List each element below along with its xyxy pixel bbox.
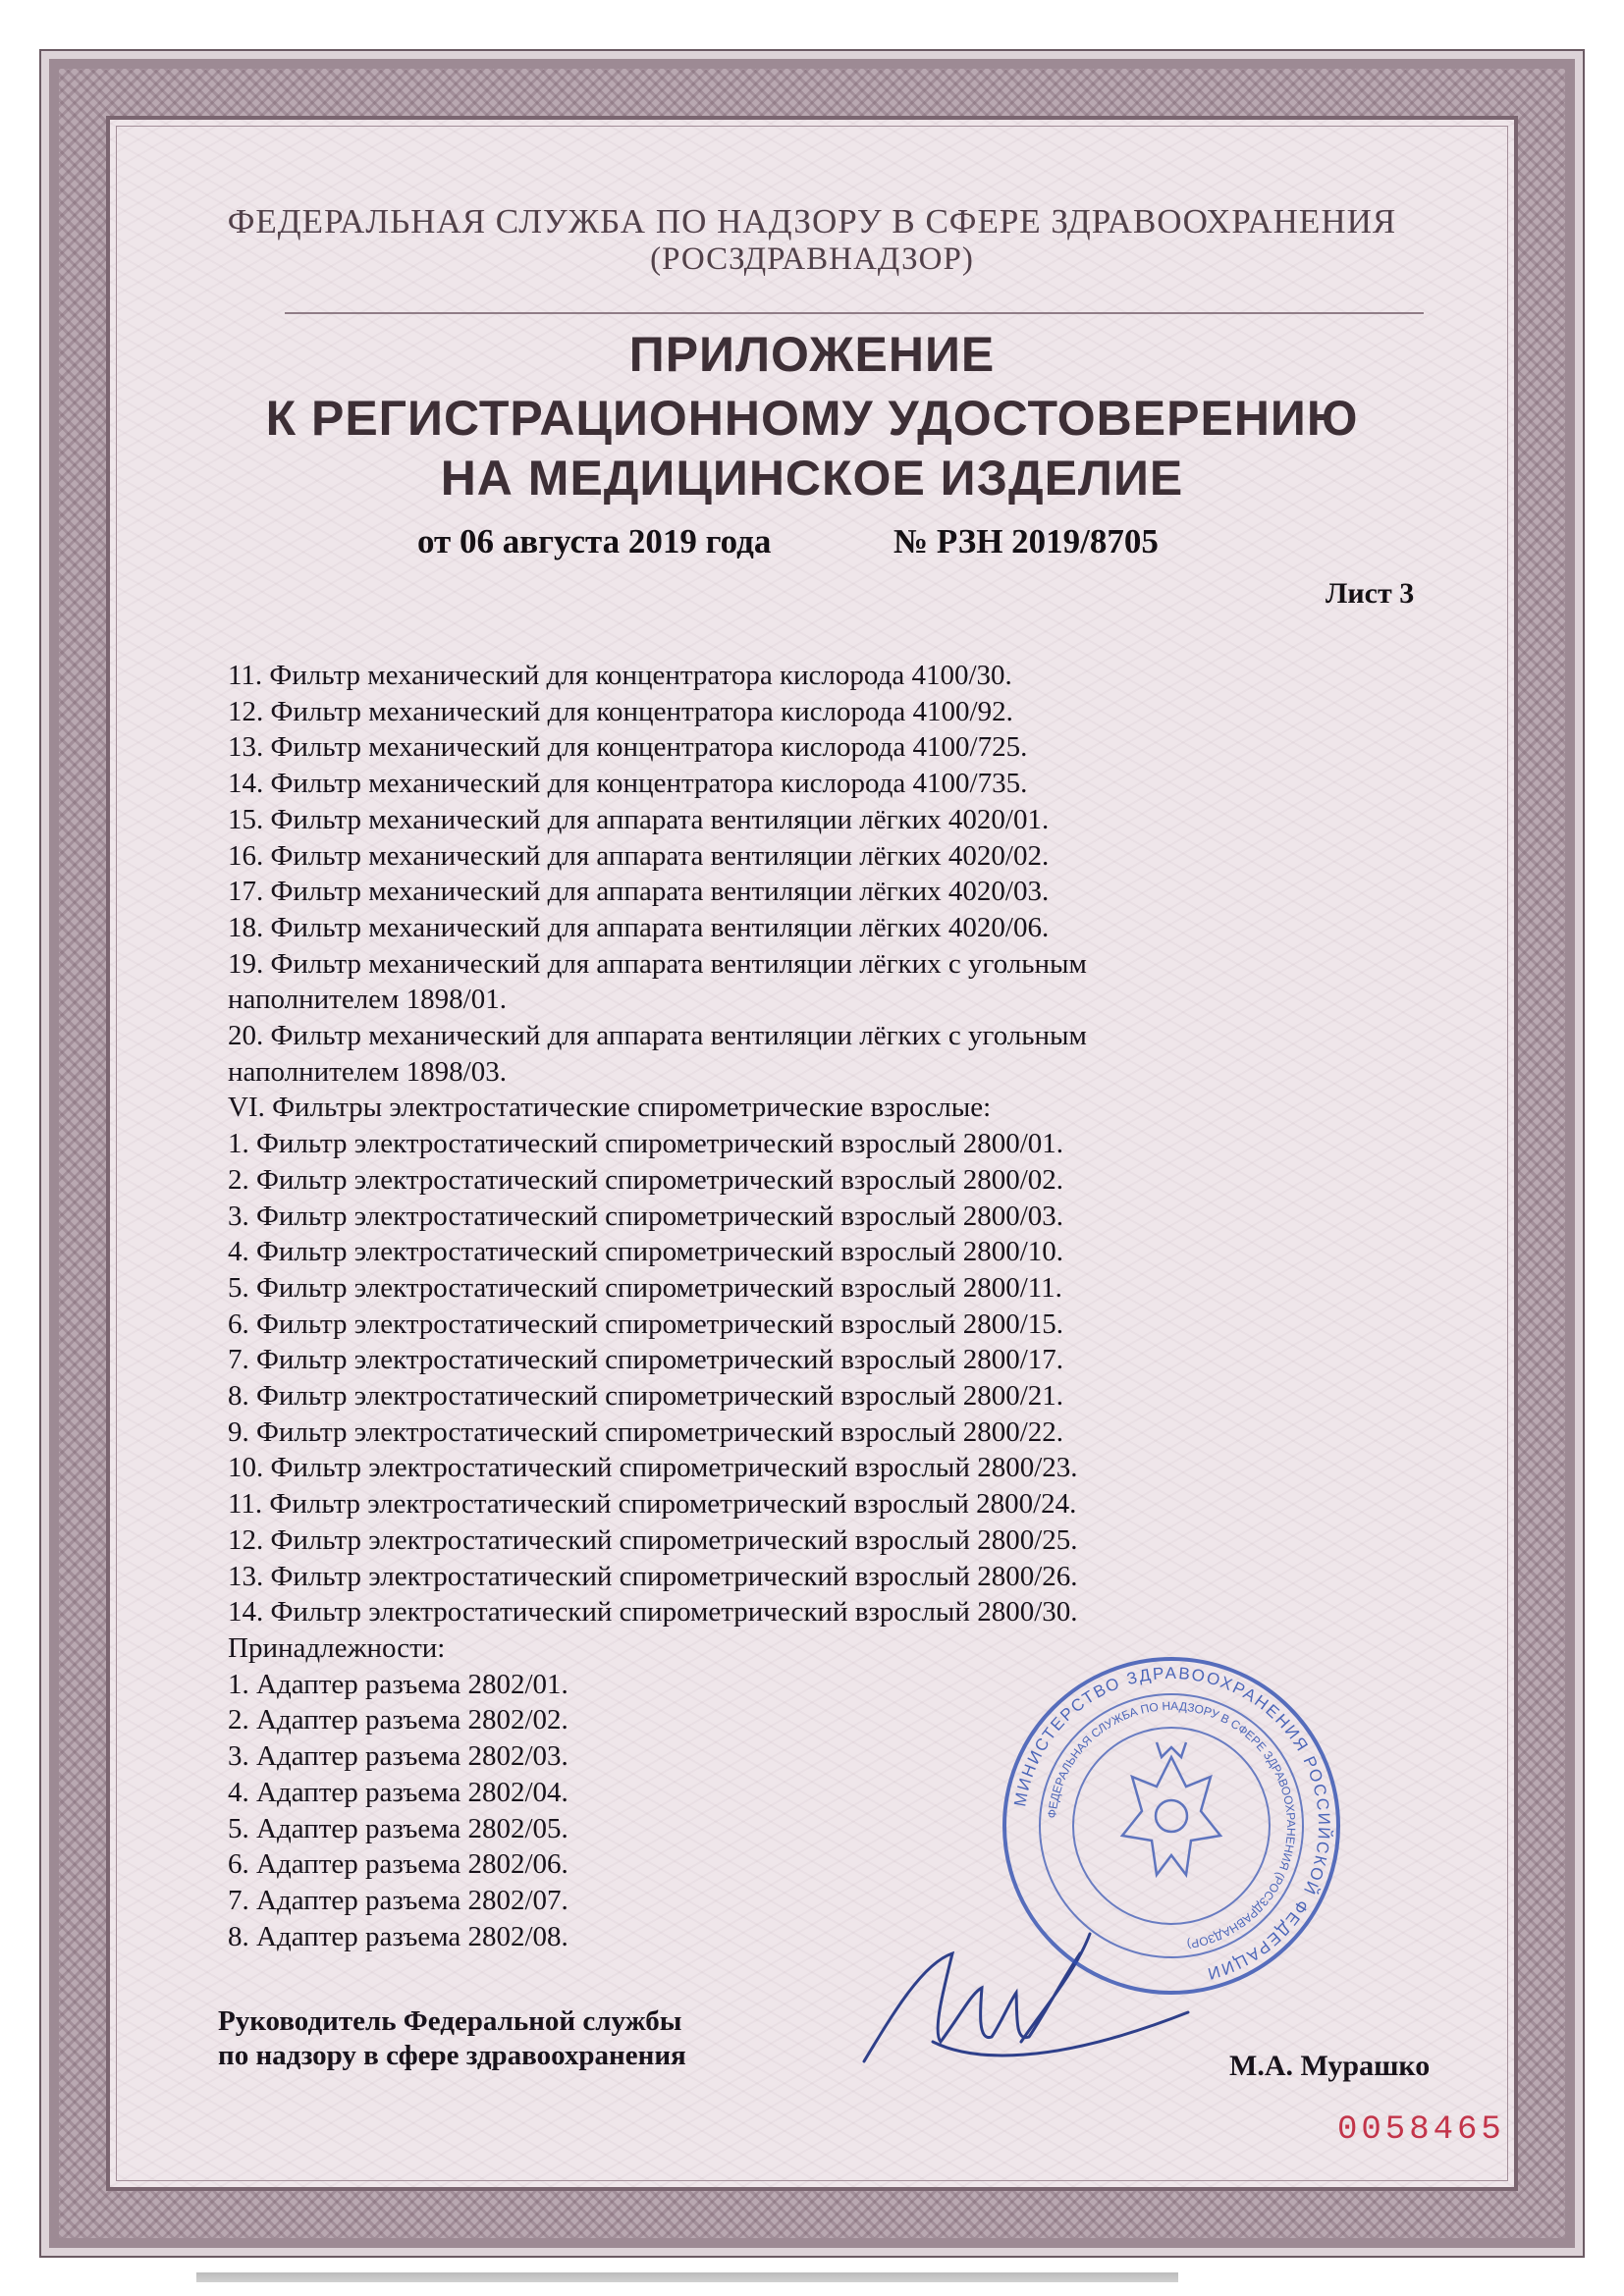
registration-date: от 06 августа 2019 года bbox=[417, 522, 772, 561]
list-item: 7. Фильтр электростатический спирометрический взрослый 2800/17. bbox=[228, 1344, 1063, 1376]
list-item: 6. Фильтр электростатический спирометрический взрослый 2800/15. bbox=[228, 1308, 1063, 1340]
list-item: 14. Фильтр механический для концентратора кислорода 4100/735. bbox=[228, 768, 1028, 800]
list-item: 1. Адаптер разъема 2802/01. bbox=[228, 1668, 568, 1700]
list-item: 8. Адаптер разъема 2802/08. bbox=[228, 1920, 568, 1952]
official-seal bbox=[995, 1649, 1348, 2002]
list-item: 12. Фильтр механический для концентратора кислорода 4100/92. bbox=[228, 695, 1013, 727]
svg-text:МИНИСТЕРСТВО ЗДРАВООХРАНЕНИЯ Р: МИНИСТЕРСТВО ЗДРАВООХРАНЕНИЯ РОССИЙСКОЙ ФЕДЕРАЦИИ bbox=[1010, 1663, 1334, 1984]
list-item: 1. Фильтр электростатический спирометрический взрослый 2800/01. bbox=[228, 1128, 1063, 1160]
list-item: 15. Фильтр механический для аппарата вентиляции лёгких 4020/01. bbox=[228, 803, 1050, 835]
scan-artifact bbox=[196, 2272, 1178, 2282]
list-item: 13. Фильтр электростатический спирометрический взрослый 2800/26. bbox=[228, 1560, 1078, 1592]
signer-position bbox=[218, 2004, 686, 2073]
agency-abbreviation: (РОСЗДРАВНАДЗОР) bbox=[650, 241, 974, 277]
svg-text:ФЕДЕРАЛЬНАЯ СЛУЖБА ПО НАДЗОРУ: ФЕДЕРАЛЬНАЯ СЛУЖБА ПО НАДЗОРУ В СФЕРЕ ЗДРАВООХРАНЕНИЯ (РОСЗДРАВНАДЗОР) bbox=[1045, 1698, 1299, 1951]
sheet-number: Лист 3 bbox=[1326, 577, 1415, 610]
list-item: 18. Фильтр механический для аппарата вентиляции лёгких 4020/06. bbox=[228, 911, 1050, 943]
list-item: 17. Фильтр механический для аппарата вентиляции лёгких 4020/03. bbox=[228, 876, 1050, 908]
list-item: 10. Фильтр электростатический спирометрический взрослый 2800/23. bbox=[228, 1452, 1078, 1484]
list-item: 8. Фильтр электростатический спирометрический взрослый 2800/21. bbox=[228, 1380, 1063, 1413]
list-item: Принадлежности: bbox=[228, 1631, 446, 1664]
list-item: 12. Фильтр электростатический спирометрический взрослый 2800/25. bbox=[228, 1523, 1078, 1556]
list-item: 4. Фильтр электростатический спирометрический взрослый 2800/10. bbox=[228, 1236, 1063, 1268]
list-item: 3. Адаптер разъема 2802/03. bbox=[228, 1740, 568, 1773]
document-title-line-2: К РЕГИСТРАЦИОННОМУ УДОСТОВЕРЕНИЮ bbox=[265, 391, 1359, 446]
list-item: 11. Фильтр электростатический спирометрический взрослый 2800/24. bbox=[228, 1488, 1077, 1521]
list-item: 11. Фильтр механический для концентратора кислорода 4100/30. bbox=[228, 660, 1012, 691]
list-item: 13. Фильтр механический для концентратора кислорода 4100/725. bbox=[228, 731, 1028, 764]
registration-number: № РЗН 2019/8705 bbox=[893, 522, 1159, 561]
list-item: 6. Адаптер разъема 2802/06. bbox=[228, 1848, 568, 1881]
list-item: 20. Фильтр механический для аппарата вентиляции лёгких с угольным bbox=[228, 1020, 1087, 1052]
document-title-line-1: ПРИЛОЖЕНИЕ bbox=[628, 327, 996, 382]
list-item: 5. Адаптер разъема 2802/05. bbox=[228, 1812, 568, 1844]
list-item: 7. Адаптер разъема 2802/07. bbox=[228, 1884, 568, 1916]
agency-name: ФЕДЕРАЛЬНАЯ СЛУЖБА ПО НАДЗОРУ В СФЕРЕ ЗДРАВООХРАНЕНИЯ bbox=[227, 202, 1397, 240]
list-item: наполнителем 1898/03. bbox=[228, 1055, 507, 1088]
signer-position-line-1: Руководитель Федеральной службы bbox=[218, 2005, 682, 2037]
header-divider bbox=[285, 312, 1424, 314]
signer-position-line-2: по надзору в сфере здравоохранения bbox=[218, 2040, 686, 2071]
document-title-line-3: НА МЕДИЦИНСКОЕ ИЗДЕЛИЕ bbox=[440, 451, 1184, 506]
list-item: VI. Фильтры электростатические спирометрические взрослые: bbox=[228, 1092, 992, 1124]
list-item: 9. Фильтр электростатический спирометрический взрослый 2800/22. bbox=[228, 1415, 1063, 1448]
list-item: 14. Фильтр электростатический спирометрический взрослый 2800/30. bbox=[228, 1596, 1078, 1629]
list-item: 5. Фильтр электростатический спирометрический взрослый 2800/11. bbox=[228, 1271, 1062, 1304]
list-item: 19. Фильтр механический для аппарата вентиляции лёгких с угольным bbox=[228, 947, 1087, 980]
list-item: 2. Фильтр электростатический спирометрический взрослый 2800/02. bbox=[228, 1163, 1063, 1196]
list-item: наполнителем 1898/01. bbox=[228, 984, 507, 1016]
signer-name: М.А. Мурашко bbox=[1229, 2050, 1431, 2082]
list-item: 16. Фильтр механический для аппарата вентиляции лёгких 4020/02. bbox=[228, 839, 1050, 872]
list-item: 3. Фильтр электростатический спирометрический взрослый 2800/03. bbox=[228, 1200, 1063, 1232]
serial-number: 0058465 bbox=[1337, 2111, 1505, 2149]
list-item: 2. Адаптер разъема 2802/02. bbox=[228, 1704, 568, 1736]
list-item: 4. Адаптер разъема 2802/04. bbox=[228, 1776, 568, 1808]
